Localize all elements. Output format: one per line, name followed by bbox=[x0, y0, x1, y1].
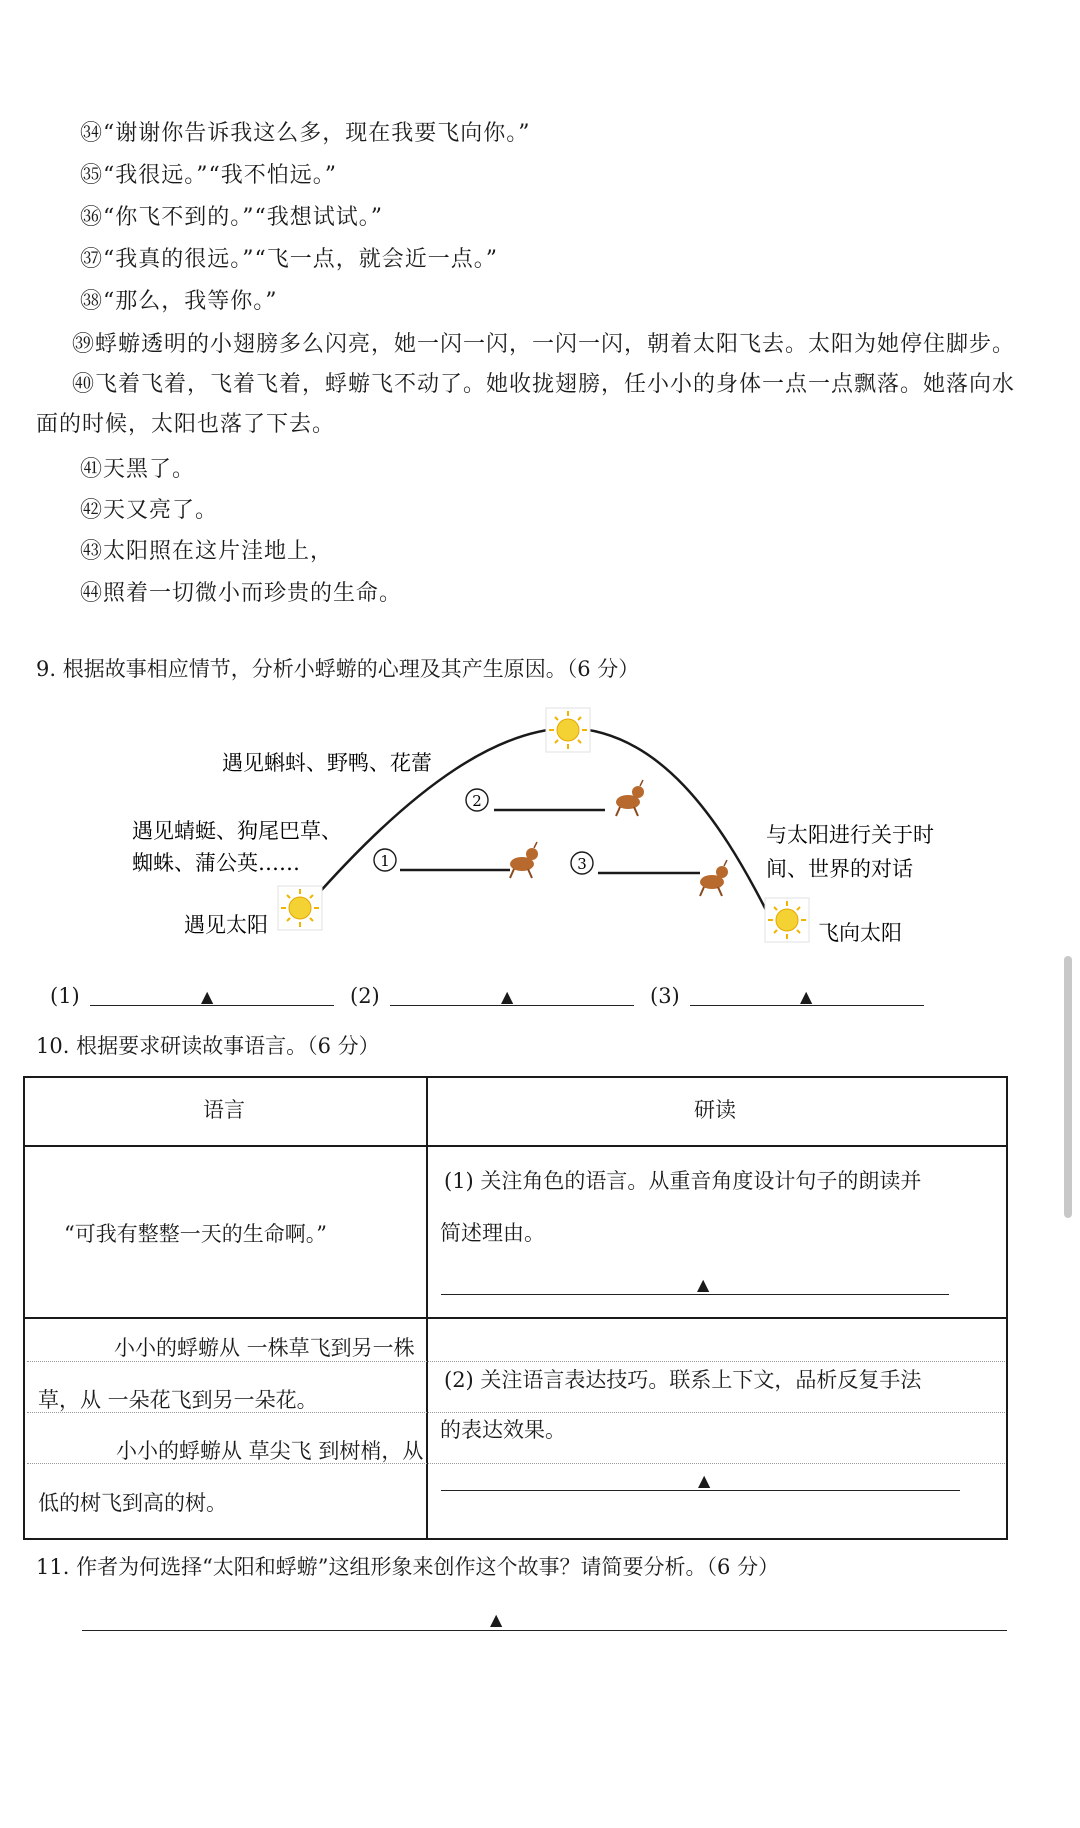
row2-language-line4: 低的树飞到高的树。 bbox=[38, 1491, 227, 1515]
scrollbar-thumb[interactable] bbox=[1064, 956, 1072, 1218]
passage-line-40: ㊵飞着飞着，飞着飞着，蜉蝣飞不动了。她收拢翅膀，任小小的身体一点一点飘落。她落向水 bbox=[72, 372, 1016, 397]
row1-answer-marker: ▲ bbox=[697, 1275, 710, 1294]
passage-line-44: ㊹照着一切微小而珍贵的生命。 bbox=[80, 581, 403, 606]
stage-2-marker bbox=[466, 789, 605, 811]
stage-1-number: 1 bbox=[380, 852, 390, 870]
deer-icon bbox=[510, 842, 538, 878]
row1-language: “可我有整整一天的生命啊。” bbox=[64, 1222, 327, 1246]
sun-icon bbox=[765, 898, 809, 942]
row2-language-line3: 小小的蜉蝣从 草尖飞 到树梢，从 bbox=[116, 1439, 424, 1463]
question-11: 11. 作者为何选择“太阳和蜉蝣”这组形象来创作这个故事？请简要分析。（6 分） bbox=[36, 1555, 780, 1579]
stage-3-number: 3 bbox=[577, 855, 587, 873]
row1-answer-blank[interactable] bbox=[441, 1294, 949, 1295]
q11-answer-marker: ▲ bbox=[490, 1610, 503, 1629]
label-meet-tadpole: 遇见蝌蚪、野鸭、花蕾 bbox=[222, 751, 432, 775]
question-10: 10. 根据要求研读故事语言。（6 分） bbox=[36, 1034, 380, 1058]
passage-line-39: ㊴蜉蝣透明的小翅膀多么闪亮，她一闪一闪，一闪一闪，朝着太阳飞去。太阳为她停住脚步。 bbox=[72, 332, 1016, 357]
answer-marker-3: ▲ bbox=[800, 987, 813, 1006]
row2-language-line2: 草，从 一朵花飞到另一朵花。 bbox=[38, 1388, 318, 1412]
table-10 bbox=[0, 1070, 1080, 1540]
deer-icon bbox=[616, 780, 644, 816]
answer-label-1: (1) bbox=[50, 984, 80, 1008]
deer-icon bbox=[700, 860, 728, 896]
q11-answer-blank[interactable] bbox=[82, 1630, 1007, 1631]
row1-study-line2: 简述理由。 bbox=[440, 1221, 545, 1245]
answer-marker-1: ▲ bbox=[201, 987, 214, 1006]
sun-icon bbox=[278, 886, 322, 930]
passage-line-35: ㉟“我很远。”“我不怕远。” bbox=[80, 163, 337, 188]
row2-study-line2: 的表达效果。 bbox=[440, 1418, 566, 1442]
passage-line-43: ㊸太阳照在这片洼地上， bbox=[80, 539, 334, 564]
stage-3-marker bbox=[571, 852, 700, 874]
row1-study-line1: (1) 关注角色的语言。从重音角度设计句子的朗读并 bbox=[444, 1169, 922, 1193]
passage-line-41: ㊶天黑了。 bbox=[80, 457, 196, 482]
row2-answer-marker: ▲ bbox=[698, 1471, 711, 1490]
passage-line-37: ㊲“我真的很远。”“飞一点，就会近一点。” bbox=[80, 247, 498, 272]
plot-diagram bbox=[0, 700, 1080, 1020]
stage-2-number: 2 bbox=[472, 792, 482, 810]
label-meet-sun: 遇见太阳 bbox=[184, 913, 268, 937]
label-meet-insects-2: 蜘蛛、蒲公英…… bbox=[132, 851, 300, 875]
label-fly-sun: 飞向太阳 bbox=[818, 921, 902, 945]
stage-1-marker bbox=[374, 849, 510, 871]
row2-answer-blank[interactable] bbox=[441, 1490, 960, 1491]
label-dialog-1: 与太阳进行关于时 bbox=[766, 823, 934, 847]
sun-icon bbox=[546, 708, 590, 752]
passage-line-42: ㊷天又亮了。 bbox=[80, 498, 219, 523]
answer-marker-2: ▲ bbox=[501, 987, 514, 1006]
passage-line-34: ㉞“谢谢你告诉我这么多，现在我要飞向你。” bbox=[80, 121, 531, 146]
label-dialog-2: 间、世界的对话 bbox=[766, 857, 913, 881]
label-meet-insects-1: 遇见蜻蜓、狗尾巴草、 bbox=[132, 819, 342, 843]
row2-study-line1: (2) 关注语言表达技巧。联系上下文，品析反复手法 bbox=[444, 1368, 922, 1392]
table-header-study: 研读 bbox=[694, 1098, 736, 1122]
answer-label-3: (3) bbox=[650, 984, 680, 1008]
row2-language-line1: 小小的蜉蝣从 一株草飞到另一株 bbox=[114, 1336, 415, 1360]
passage-line-40-cont: 面的时候，太阳也落了下去。 bbox=[36, 412, 336, 437]
question-9: 9. 根据故事相应情节，分析小蜉蝣的心理及其产生原因。（6 分） bbox=[36, 657, 640, 681]
passage-line-36: ㊱“你飞不到的。”“我想试试。” bbox=[80, 205, 383, 230]
table-header-language: 语言 bbox=[203, 1098, 245, 1122]
passage-line-38: ㊳“那么，我等你。” bbox=[80, 289, 278, 314]
answer-label-2: (2) bbox=[350, 984, 380, 1008]
